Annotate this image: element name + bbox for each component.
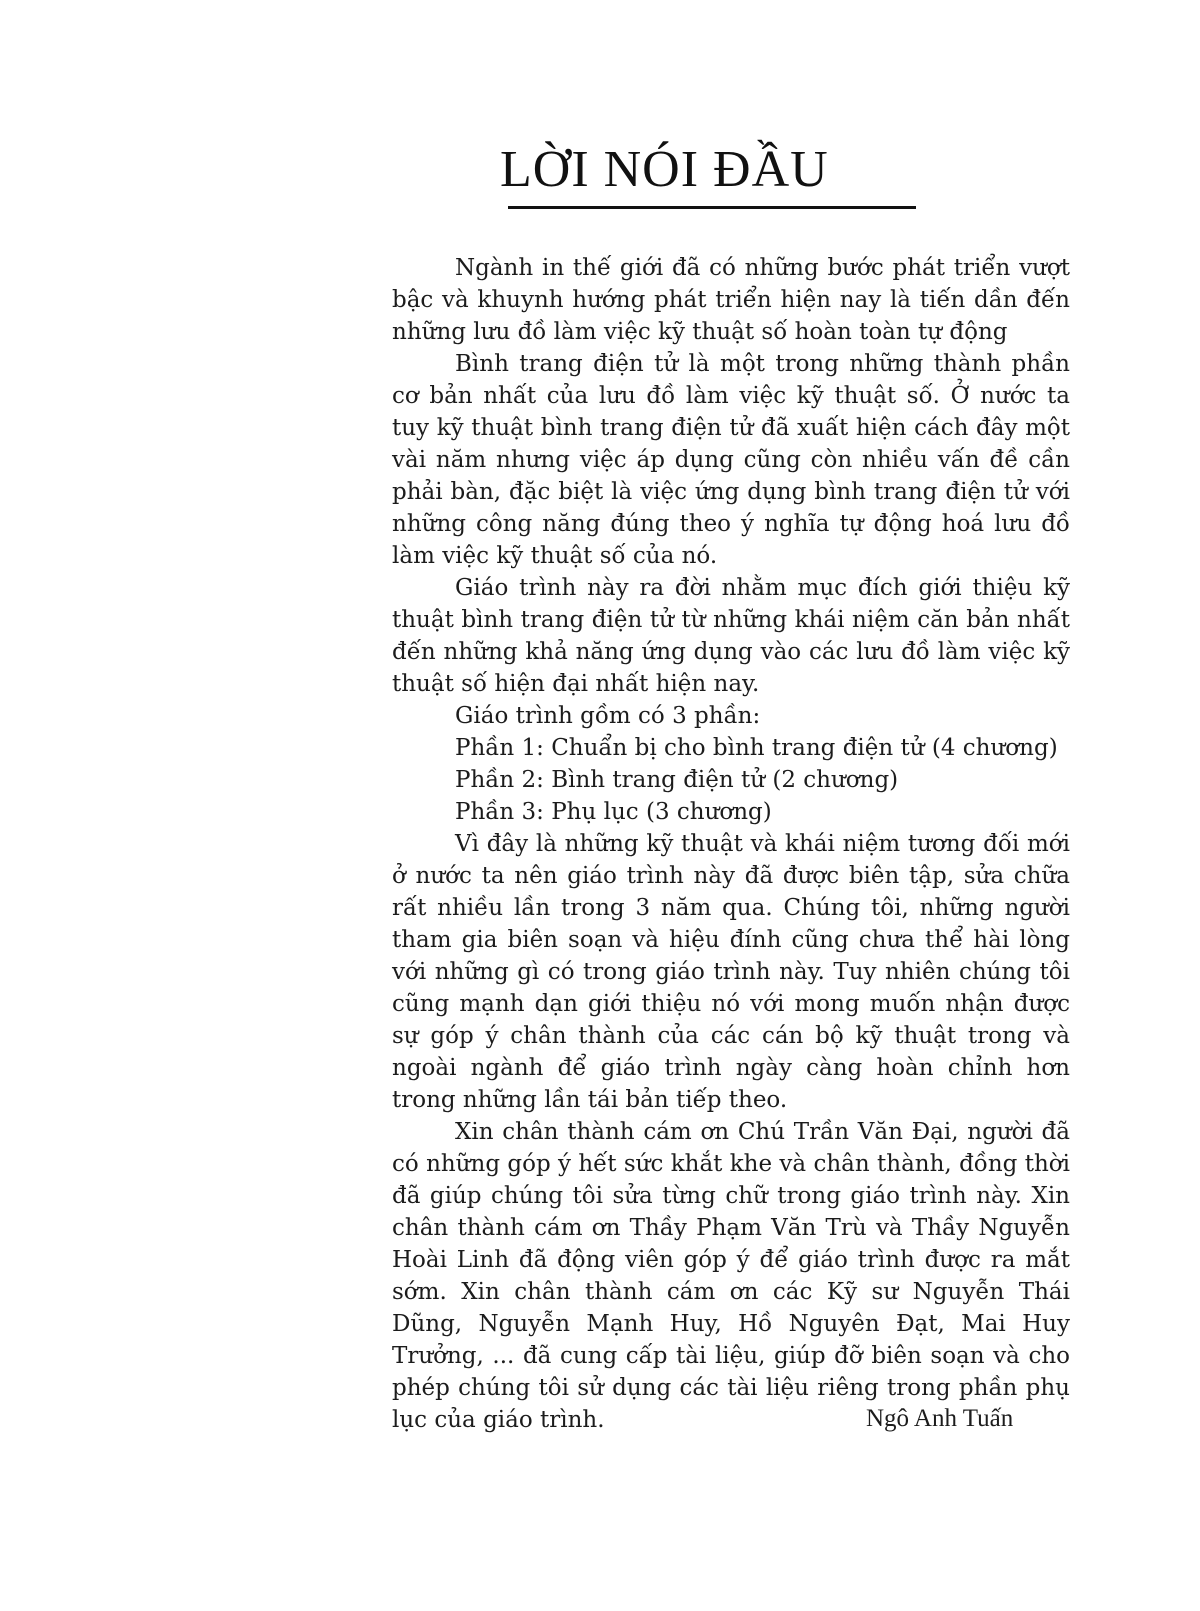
part-1-item: Phần 1: Chuẩn bị cho bình trang điện tử (4 chương) [455,735,1058,761]
parts-intro: Giáo trình gồm có 3 phần: [455,703,761,729]
preface-body [392,252,1070,1436]
part-3-item: Phần 3: Phụ lục (3 chương) [455,799,772,825]
part-2-item: Phần 2: Bình trang điện tử (2 chương) [455,767,899,793]
page-title: LỜI NÓI ĐẦU [500,141,829,198]
paragraph-intro: Ngành in thế giới đã có những bước phát triển vượt bậc và khuynh hướng phát triển hiện nay là tiến dần đến những lưu đồ làm việc kỹ thuật số hoàn toàn tự động [392,255,1070,345]
title-underline [508,206,916,209]
author-signature: Ngô Anh Tuấn [866,1405,1014,1432]
paragraph-acknowledgements: Xin chân thành cám ơn Chú Trần Văn Đại, người đã có những góp ý hết sức khắt khe và chân thành, đồng thời đã giúp chúng tôi sửa từng chữ trong giáo trình này. Xin chân thành cám ơn Thầy Phạm Văn Trù và Thầy Nguyễn Hoài Linh đã động viên góp ý để giáo trình được ra mắt sớm. Xin chân thành cám ơn các Kỹ sư Nguyễn Thái Dũng, Nguyễn Mạnh Huy, Hồ Nguyên Đạt, Mai Huy Trưởng, ... đã cung cấp tài liệu, giúp đỡ biên soạn và cho phép chúng tôi sử dụng các tài liệu riêng trong phần phụ lục của giáo trình. [392,1119,1070,1433]
paragraph-purpose: Giáo trình này ra đời nhằm mục đích giới thiệu kỹ thuật bình trang điện tử từ những khái niệm căn bản nhất đến những khả năng ứng dụng vào các lưu đồ làm việc kỹ thuật số hiện đại nhất hiện nay. [392,575,1070,697]
paragraph-editing: Vì đây là những kỹ thuật và khái niệm tương đối mới ở nước ta nên giáo trình này đã được biên tập, sửa chữa rất nhiều lần trong 3 năm qua. Chúng tôi, những người tham gia biên soạn và hiệu đính cũng chưa thể hài lòng với những gì có trong giáo trình này. Tuy nhiên chúng tôi cũng mạnh dạn giới thiệu nó với mong muốn nhận được sự góp ý chân thành của các cán bộ kỹ thuật trong và ngoài ngành để giáo trình ngày càng hoàn chỉnh hơn trong những lần tái bản tiếp theo. [392,831,1070,1113]
paragraph-imposition: Bình trang điện tử là một trong những thành phần cơ bản nhất của lưu đồ làm việc kỹ thuật số. Ở nước ta tuy kỹ thuật bình trang điện tử đã xuất hiện cách đây một vài năm nhưng việc áp dụng cũng còn nhiều vấn đề cần phải bàn, đặc biệt là việc ứng dụng bình trang điện tử với những công năng đúng theo ý nghĩa tự động hoá lưu đồ làm việc kỹ thuật số của nó. [392,351,1070,569]
